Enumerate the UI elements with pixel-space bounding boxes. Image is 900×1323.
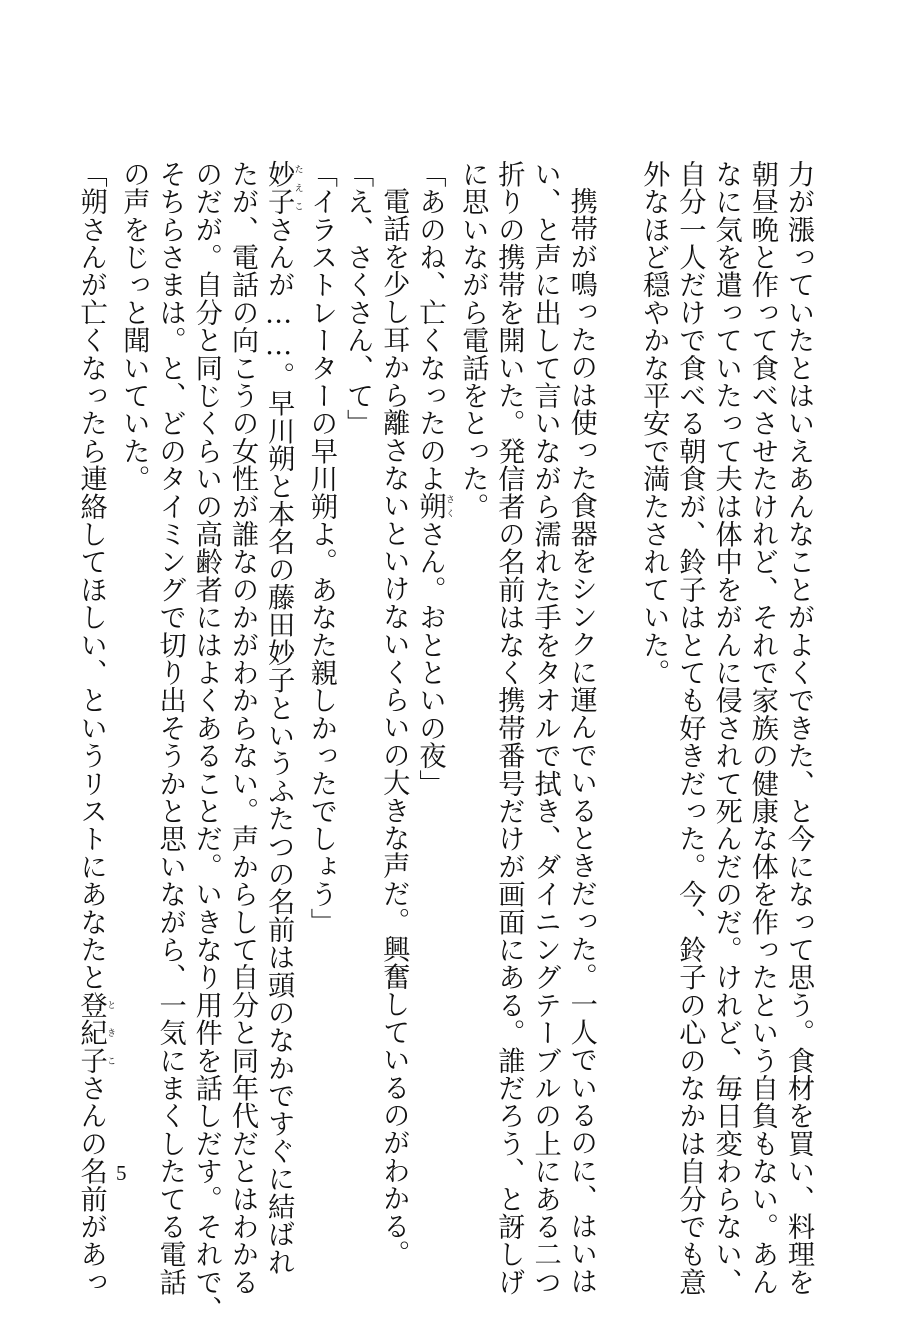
text-line: 携帯が鳴ったのは使った食器をシンクに運んでいるときだった。一人でいるのに、はいは (565, 187, 597, 1296)
text-segment: さん。おとといの夜」 (414, 520, 446, 798)
text-line: 朝昼晩と作って食べさせたけれど、それで家族の健康な体を作ったという自負もない。あん (746, 160, 778, 1296)
text-line: なに気を遣っていたって夫は体中をがんに侵されて死んだのだ。けれど、毎日変わらない、 (710, 160, 742, 1296)
ruby-base: 妙子 (263, 160, 295, 216)
text-line: 電話を少し耳から離さないといけないくらいの大きな声だ。興奮しているのがわかる。 (378, 187, 410, 1268)
text-line: 折りの携帯を開いた。発信者の名前はなく携帯番号だけが画面にある。誰だろう、と訝しげ (493, 160, 525, 1296)
text-segment: 「あのね、亡くなったのよ (414, 160, 446, 493)
text-line (72, 160, 116, 1296)
page-number: 5 (116, 1161, 127, 1185)
text-line: 「イラストレーターの早川朔よ。あなた親しかったでしょう」 (305, 160, 337, 936)
ruby-reading: たえこ (292, 160, 303, 216)
text-line (260, 160, 303, 1276)
text-line: 「え、さくさん、て」 (342, 160, 374, 437)
text-segment: 「朔さんが亡くなったら連絡してほしい、というリストにあなたと (75, 160, 107, 991)
text-line: そちらさまは。と、どのタイミングで切り出そうかと思いながら、一気にまくしたてる電話 (154, 160, 186, 1296)
text-line: い、と声に出して言いながら濡れた手をタオルで拭き、ダイニングテーブルの上にある二つ (529, 160, 561, 1296)
ruby-tokiko (75, 991, 116, 1075)
ruby-reading: ときこ (105, 991, 116, 1075)
text-line (411, 160, 454, 1115)
ruby-base: 朔 (414, 492, 446, 521)
ruby-saku (414, 492, 454, 521)
ruby-base: 登紀子 (75, 991, 107, 1075)
paragraph-gap (599, 160, 635, 1115)
vertical-text-body (75, 160, 816, 1323)
text-line: の声をじっと聞いていた。 (118, 160, 150, 493)
text-segment: さんの名前があっ (75, 1074, 107, 1296)
text-line: たが、電話の向こうの女性が誰なのかがわからない。声からして自分と同年代だとはわかる (226, 160, 258, 1296)
text-segment: さんが……。早川朔と本名の藤田妙子というふたつの名前は頭のなかですぐに結ばれ (263, 215, 295, 1276)
text-line: 自分一人だけで食べる朝食が、鈴子はとても好きだった。今、鈴子の心のなかは自分でも意 (674, 160, 706, 1296)
ruby-taeko (263, 160, 303, 216)
text-line: 力が漲っていたとはいえあんなことがよくできた、と今になって思う。食材を買い、料理を (783, 160, 814, 1296)
ruby-reading: さく (443, 492, 454, 521)
text-line: に思いながら電話をとった。 (457, 160, 489, 521)
text-line: のだが。自分と同じくらいの高齢者にはよくあることだ。いきなり用件を話しだす。それで、 (190, 160, 222, 1323)
text-line: 外なほど穏やかな平安で満たされていた。 (638, 160, 670, 687)
